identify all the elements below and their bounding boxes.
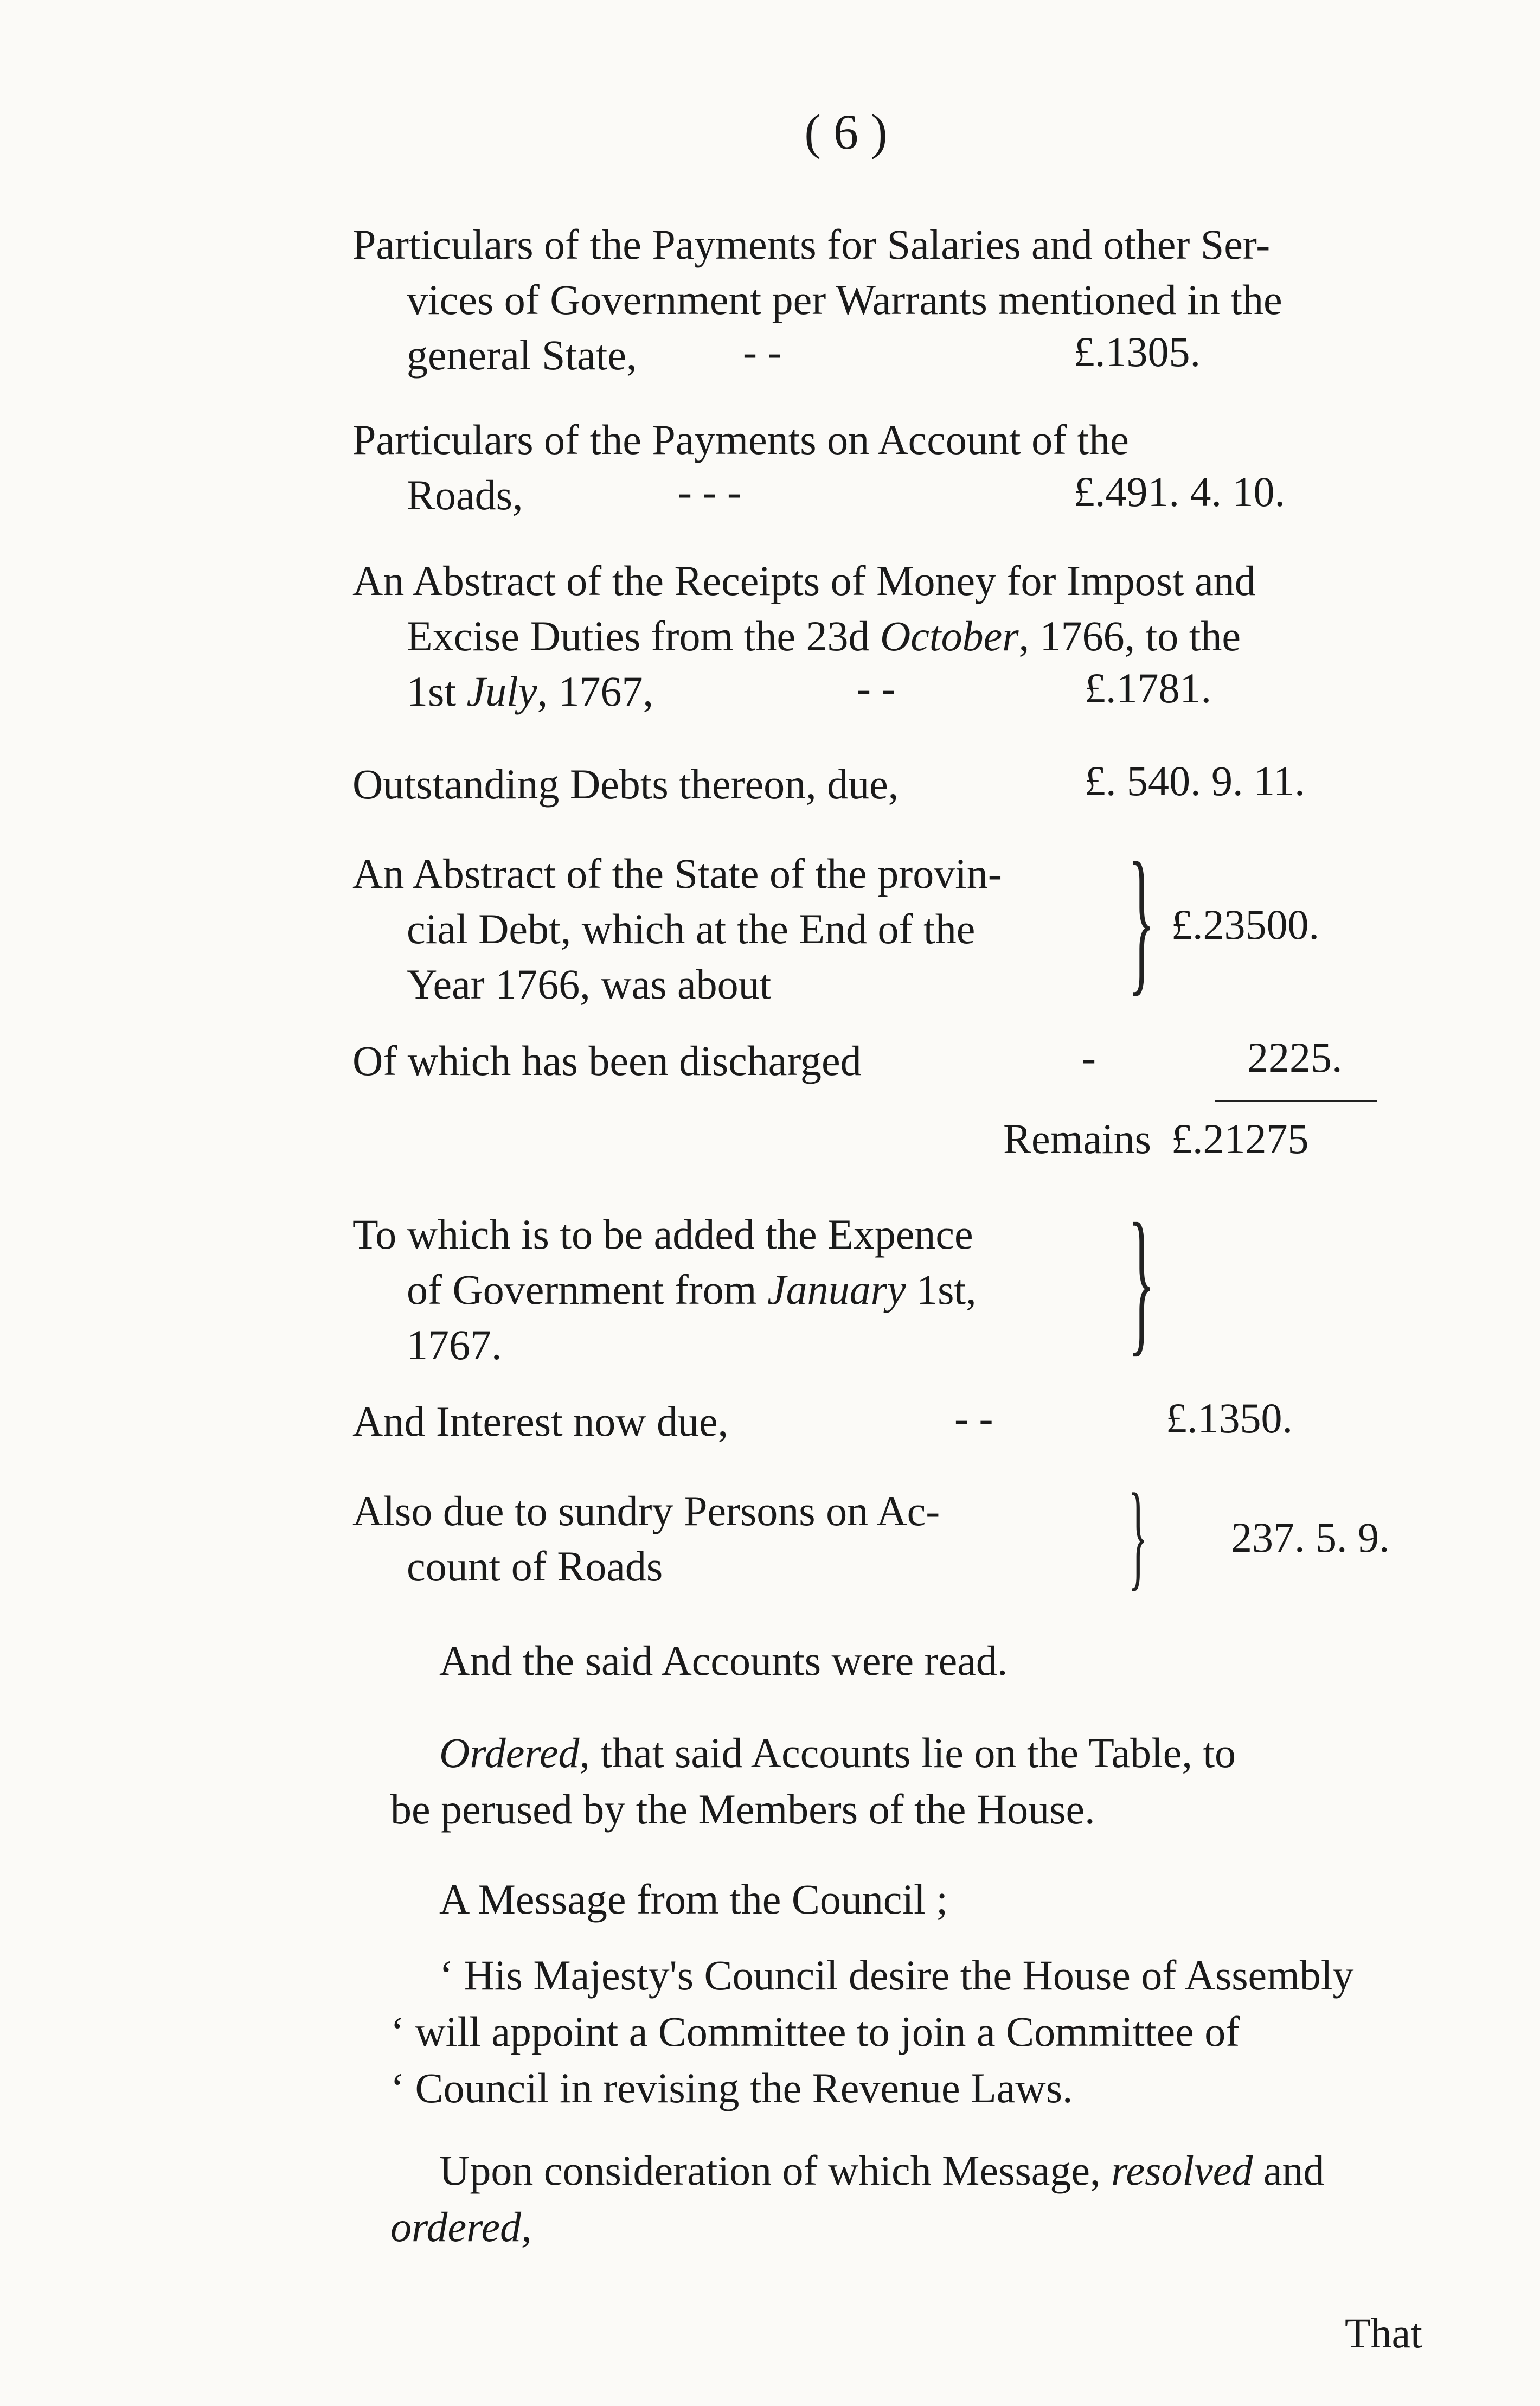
entry-line [352,609,1464,664]
entry-interest [352,1394,1464,1449]
entry-line: An Abstract of the Receipts of Money for Impost and [352,557,1256,604]
entry-line: Also due to sundry Persons on Ac- [352,1487,940,1534]
entry-line [352,1262,1139,1317]
text: of Government from [407,1266,767,1313]
entry-line: Particulars of the Payments on Account of the [352,416,1129,463]
entry-line [352,664,1464,719]
dashes: - - [743,328,782,375]
dash: - [1082,1034,1096,1081]
text: 1st, [906,1266,977,1313]
entry-line: To which is to be added the Expence [352,1211,973,1258]
brace: } [1128,1469,1148,1601]
month: July [466,668,537,715]
amount-interest: £.1350. [1166,1394,1293,1442]
text: Upon consideration of which Message, [439,2147,1112,2194]
amount-salaries: £.1305. [1074,328,1201,375]
entry-line: 1767. [407,1321,502,1368]
dashes: - - - [678,468,741,515]
entry-line: An Abstract of the State of the provin- [352,850,1002,897]
para-ordered [439,1725,1236,1781]
amount-outstanding: £. 540. 9. 11. [1085,757,1305,804]
entry-line: Year 1766, was about [407,961,772,1008]
text: Excise Duties from the 23d [407,612,880,660]
quote-line: ‘ His Majesty's Council desire the House of Assembly [439,1951,1354,1999]
para-message: A Message from the Council ; [439,1876,948,1923]
amount-sundry: 237. 5. 9. [1231,1514,1390,1561]
entry-debt [352,846,1139,1012]
brace: } [1128,1190,1156,1370]
entry-sundry [352,1483,1139,1594]
text: , 1766, to the [1018,612,1241,660]
text: and [1253,2147,1325,2194]
quote-line: ‘ will appoint a Committee to join a Committee of [390,2008,1240,2055]
ordered-word: Ordered, [439,1729,590,1776]
brace: } [1128,829,1156,1009]
sum-rule [1215,1100,1377,1102]
resolved-word: resolved [1111,2147,1253,2194]
ordered-word: ordered, [390,2203,532,2250]
entry-line: cial Debt, which at the End of the [407,905,976,952]
text: 1st [407,668,467,715]
month: January [767,1266,906,1313]
amount-discharged: 2225. [1247,1034,1343,1081]
entry-roads [352,412,1464,523]
month: October [880,612,1019,660]
entry-line: Outstanding Debts thereon, due, [352,760,899,808]
text: that said Accounts lie on the Table, to [590,1729,1236,1776]
amount-remains: £.21275 [1171,1115,1309,1162]
dashes: - - [954,1394,993,1442]
entry-impost [352,553,1464,719]
para-upon [439,2142,1325,2199]
dashes: - - [857,664,896,712]
entry-line: count of Roads [407,1543,663,1590]
text: , 1767, [537,668,653,715]
quote-line: ‘ Council in revising the Revenue Laws. [390,2064,1073,2111]
para-read: And the said Accounts were read. [439,1637,1008,1684]
para-upon-line2 [390,2199,532,2255]
entry-salaries [352,217,1464,383]
page-number: ( 6 ) [804,104,888,159]
remains-label: Remains [1003,1115,1151,1162]
entry-line: Roads, [407,471,523,519]
amount-impost: £.1781. [1085,664,1211,712]
entry-line: Particulars of the Payments for Salaries and other Ser- [352,221,1271,268]
entry-line: vices of Government per Warrants mentioned in the [407,276,1282,323]
amount-debt: £.23500. [1171,901,1319,948]
para-ordered-line2: be perused by the Members of the House. [390,1786,1095,1833]
amount-roads: £.491. 4. 10. [1074,468,1285,515]
entry-expence [352,1207,1139,1373]
entry-line: And Interest now due, [352,1398,729,1445]
entry-line: Of which has been discharged [352,1037,862,1084]
catchword: That [1345,2309,1422,2357]
entry-line: general State, [407,331,637,379]
